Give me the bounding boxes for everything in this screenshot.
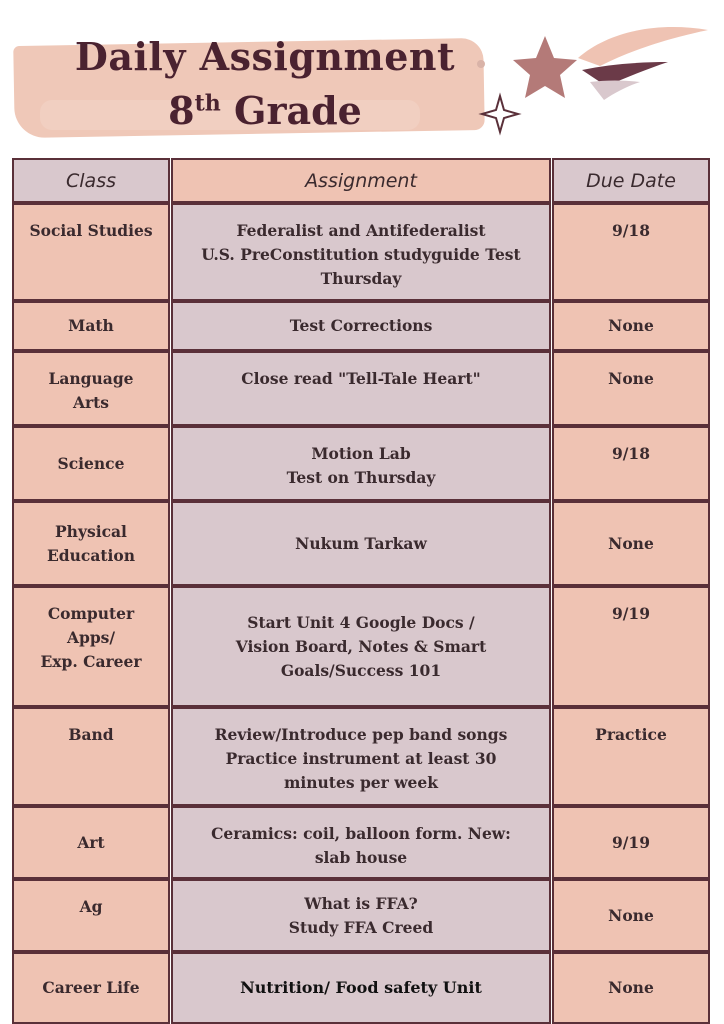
assignment-cell-line: Nutrition/ Food safety Unit: [240, 978, 482, 997]
assignment-cell: [171, 952, 551, 1024]
due-date-cell-text: None: [608, 533, 654, 553]
assignment-cell-line: Review/Introduce pep band songs: [214, 725, 508, 744]
dot-decoration: [477, 60, 485, 68]
class-cell-line: Art: [77, 832, 105, 852]
due-date-cell: [552, 806, 710, 879]
class-cell-line: Math: [68, 316, 114, 335]
assignment-cell: [171, 879, 551, 952]
assignment-cell: [171, 301, 551, 351]
due-date-cell-text: 9/18: [611, 221, 651, 240]
star-tail-icon: [578, 27, 708, 66]
assignment-cell-line: Federalist and Antifederalist: [236, 221, 486, 240]
assignment-cell: [171, 806, 551, 879]
class-cell-line: Arts: [72, 393, 110, 412]
class-cell: [12, 203, 170, 301]
class-cell-line: Band: [68, 725, 114, 744]
assignment-cell-line: Test Corrections: [289, 316, 433, 335]
due-date-cell: [552, 952, 710, 1024]
assignment-cell-line: U.S. PreConstitution studyguide Test: [201, 245, 521, 264]
assignment-cell: [171, 501, 551, 586]
class-cell: [12, 301, 170, 351]
class-cell-line: Education: [46, 545, 136, 565]
header-class: Class: [12, 158, 170, 203]
assignment-cell-line: Thursday: [320, 269, 402, 288]
assignment-cell-line: Start Unit 4 Google Docs /: [247, 612, 475, 632]
class-cell: [12, 952, 170, 1024]
due-date-cell-text: 9/18: [611, 444, 651, 463]
assignment-cell: [171, 707, 551, 806]
assignment-cell-line: Close read "Tell-Tale Heart": [241, 369, 481, 388]
assignment-cell-line: slab house: [314, 848, 408, 867]
assignment-cell: [171, 426, 551, 501]
class-cell-line: Social Studies: [29, 221, 153, 240]
class-cell: [12, 501, 170, 586]
class-cell: [12, 586, 170, 707]
due-date-cell: [552, 203, 710, 301]
assignment-cell: [171, 351, 551, 426]
due-date-cell: [552, 879, 710, 952]
assignment-cell-line: Study FFA Creed: [288, 917, 434, 937]
class-cell: [12, 879, 170, 952]
due-date-cell: [552, 501, 710, 586]
header-assignment: Assignment: [171, 158, 551, 203]
page-subtitle: 8th Grade: [168, 88, 362, 133]
class-cell-line: Career Life: [42, 978, 140, 997]
due-date-cell-text: 9/19: [611, 832, 651, 852]
due-date-cell: [552, 301, 710, 351]
class-cell-line: Science: [57, 453, 125, 473]
due-date-cell: [552, 351, 710, 426]
due-date-cell-text: None: [608, 369, 654, 388]
due-date-cell-text: None: [608, 905, 654, 925]
assignment-cell-line: Vision Board, Notes & Smart: [235, 636, 487, 656]
class-cell-line: Ag: [79, 897, 103, 916]
star-decoration: [0, 0, 724, 150]
class-cell-line: Language: [48, 369, 134, 388]
assignment-cell-line: Motion Lab: [311, 444, 411, 463]
sparkle-icon: [482, 96, 518, 132]
due-date-cell-text: None: [608, 978, 654, 997]
assignment-cell-line: Test on Thursday: [286, 468, 436, 487]
assignment-cell: [171, 586, 551, 707]
class-cell: [12, 707, 170, 806]
class-cell-line: Computer: [47, 604, 135, 623]
class-cell-line: Physical: [55, 521, 127, 541]
assignment-cell-line: Nukum Tarkaw: [295, 533, 427, 553]
due-date-cell: [552, 707, 710, 806]
due-date-cell-text: None: [608, 316, 654, 335]
star-icon: [513, 36, 577, 98]
class-cell-line: Exp. Career: [40, 652, 142, 671]
class-cell-line: Apps/: [66, 628, 116, 647]
class-cell: [12, 426, 170, 501]
due-date-cell-text: Practice: [595, 725, 667, 744]
due-date-cell: [552, 586, 710, 707]
assignment-cell-line: Ceramics: coil, balloon form. New:: [211, 824, 511, 843]
header-due-date: Due Date: [552, 158, 710, 203]
due-date-cell-text: 9/19: [611, 604, 651, 623]
due-date-cell: [552, 426, 710, 501]
assignment-cell-line: What is FFA?: [304, 893, 418, 913]
assignment-cell-line: Practice instrument at least 30: [225, 749, 497, 768]
class-cell: [12, 806, 170, 879]
page-title: Daily Assignment: [74, 34, 456, 79]
assignment-cell-line: Goals/Success 101: [280, 660, 442, 680]
assignment-cell: [171, 203, 551, 301]
assignment-cell-line: minutes per week: [283, 773, 439, 792]
class-cell: [12, 351, 170, 426]
